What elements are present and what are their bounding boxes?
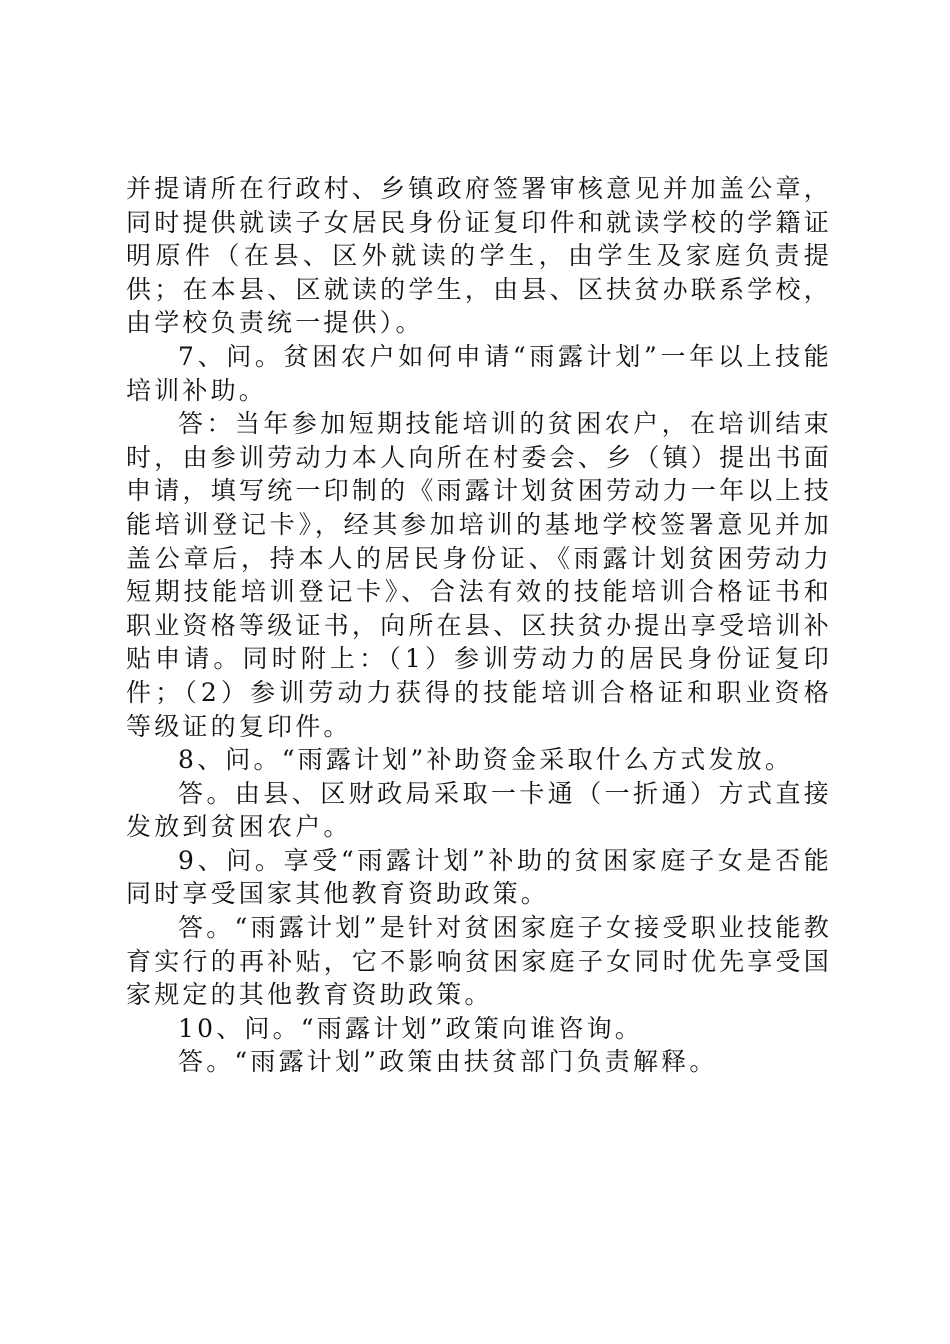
question-7: 7、问。贫困农户如何申请“雨露计划”一年以上技能培训补助。 <box>126 341 832 405</box>
question-10: 10、问。“雨露计划”政策向谁咨询。 <box>178 1013 643 1043</box>
paragraph-continuation: 并提请所在行政村、乡镇政府签署审核意见并加盖公章，同时提供就读子女居民身份证复印件和就读学校的学籍证明原件（在县、区外就读的学生，由学生及家庭负责提供；在本县、区就读的学生，由县、区扶贫办联系学校，由学校负责统一提供）。 <box>126 174 832 338</box>
document-body <box>126 172 832 1079</box>
answer-10: 答。“雨露计划”政策由扶贫部门负责解释。 <box>178 1047 718 1077</box>
answer-9: 答。“雨露计划”是针对贫困家庭子女接受职业技能教育实行的再补贴，它不影响贫困家庭子女同时优先享受国家规定的其他教育资助政策。 <box>126 913 832 1010</box>
question-9: 9、问。享受“雨露计划”补助的贫困家庭子女是否能同时享受国家其他教育资助政策。 <box>126 845 832 909</box>
answer-7: 答：当年参加短期技能培训的贫困农户，在培训结束时，由参训劳动力本人向所在村委会、乡（镇）提出书面申请，填写统一印制的《雨露计划贫困劳动力一年以上技能培训登记卡》，经其参加培训的基地学校签署意见并加盖公章后，持本人的居民身份证、《雨露计划贫困劳动力短期技能培训登记卡》、合法有效的技能培训合格证书和职业资格等级证书，向所在县、区扶贫办提出享受培训补贴申请。同时附上：（1）参训劳动力的居民身份证复印件；（2）参训劳动力获得的技能培训合格证和职业资格等级证的复印件。 <box>126 409 832 741</box>
question-8: 8、问。“雨露计划”补助资金采取什么方式发放。 <box>178 745 794 775</box>
answer-8: 答。由县、区财政局采取一卡通（一折通）方式直接发放到贫困农户。 <box>126 778 832 842</box>
